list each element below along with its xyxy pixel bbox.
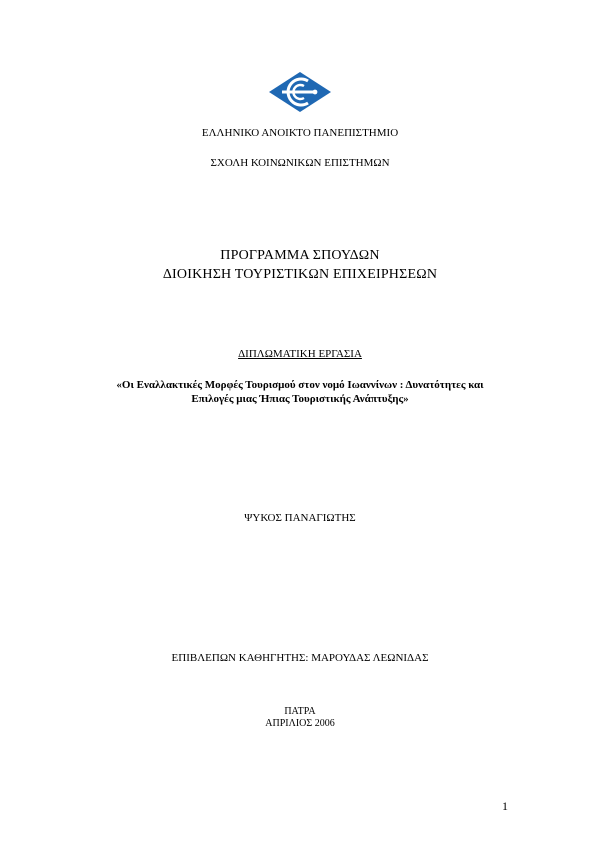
supervisor: ΕΠΙΒΛΕΠΩΝ ΚΑΘΗΓΗΤΗΣ: ΜΑΡΟΥΔΑΣ ΛΕΩΝΙΔΑΣ (171, 652, 429, 664)
thesis-title-line-2: Επιλογές μιας Ήπιας Τουριστικής Ανάπτυξης» (191, 393, 409, 405)
thesis-type (0, 348, 600, 360)
date: ΑΠΡΙΛΙΟΣ 2006 (265, 718, 335, 729)
school-name: ΣΧΟΛΗ ΚΟΙΝΩΝΙΚΩΝ ΕΠΙΣΤΗΜΩΝ (210, 157, 390, 169)
thesis-type-label: ΔΙΠΛΩΜΑΤΙΚΗ ΕΡΓΑΣΙΑ (238, 348, 362, 360)
university-logo-icon (268, 71, 332, 113)
program-title: ΠΡΟΓΡΑΜΜΑ ΣΠΟΥΔΩΝ (220, 248, 380, 263)
program-name: ΔΙΟΙΚΗΣΗ ΤΟΥΡΙΣΤΙΚΩΝ ΕΠΙΧΕΙΡΗΣΕΩΝ (162, 267, 438, 282)
city: ΠΑΤΡΑ (284, 706, 316, 717)
author-name: ΨΥΚΟΣ ΠΑΝΑΓΙΩΤΗΣ (244, 512, 356, 524)
university-name: ΕΛΛΗΝΙΚΟ ΑΝΟΙΚΤΟ ΠΑΝΕΠΙΣΤΗΜΙΟ (201, 127, 399, 139)
page-number: 1 (502, 799, 508, 813)
thesis-title-line-1: «Οι Εναλλακτικές Μορφές Τουρισμού στον νομό Ιωαννίνων : Δυνατότητες και (116, 379, 484, 391)
